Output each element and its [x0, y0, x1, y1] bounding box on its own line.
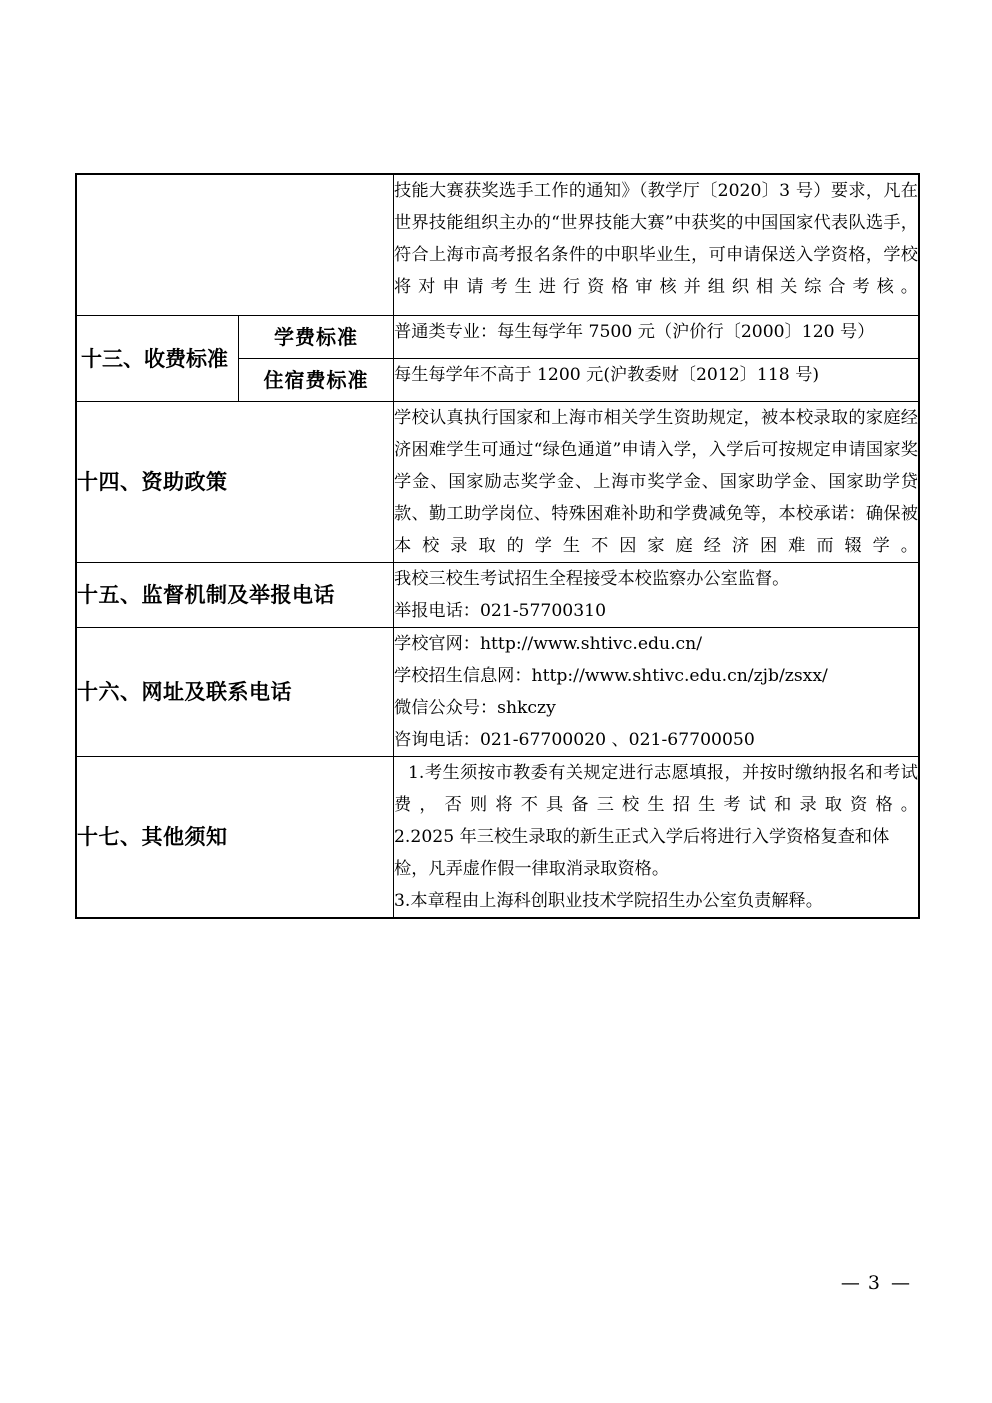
table-row: [77, 402, 919, 563]
empty-label-cell: [77, 175, 394, 316]
other-note-item-1: 1.考生须按市教委有关规定进行志愿填报，并按时缴纳报名和考试费，否则将不具备三校生招生考试和录取资格。: [394, 763, 918, 815]
wechat-account-line: 微信公众号：shkczy: [394, 698, 556, 718]
sub-label-tuition: [239, 316, 394, 359]
other-note-item-2: 2.2025 年三校生录取的新生正式入学后将进行入学资格复查和体检，凡弄虚作假一律取消录取资格。: [394, 827, 890, 879]
row-label-funding-policy: [77, 402, 394, 563]
row-label-supervision: [77, 563, 394, 628]
other-notes-body-cell: [394, 757, 919, 918]
table-row: [77, 316, 919, 359]
website-contact-body-cell: [394, 628, 919, 757]
funding-policy-paragraph: 学校认真执行国家和上海市相关学生资助规定，被本校录取的家庭经济困难学生可通过“绿色通道”申请入学，入学后可按规定申请国家奖学金、国家励志奖学金、上海市奖学金、国家助学金、国家助学贷款、勤工助学岗位、特殊困难补助和学费减免等，本校承诺：确保被本校录取的学生不因家庭经济困难而辍学。: [394, 408, 918, 556]
row-label-fees-text: 十三、收费标准: [81, 345, 228, 371]
funding-policy-body-cell: [394, 402, 919, 563]
sub-label-tuition-text: 学费标准: [274, 325, 358, 349]
continuation-paragraph: 技能大赛获奖选手工作的通知》（教学厅〔2020〕3 号）要求，凡在世界技能组织主办的“世界技能大赛”中获奖的中国国家代表队选手，符合上海市高考报名条件的中职毕业生，可申请保送入学资格，学校将对申请考生进行资格审核并组织相关综合考核。: [394, 181, 918, 297]
accommodation-standard-text: 每生每学年不高于 1200 元(沪教委财〔2012〕118 号): [394, 365, 820, 385]
table-row: [77, 757, 919, 918]
supervision-statement: 我校三校生考试招生全程接受本校监察办公室监督。: [394, 569, 790, 589]
table-row: [77, 628, 919, 757]
table-row: [77, 563, 919, 628]
sub-label-accommodation: [239, 359, 394, 402]
row-label-other-notes: [77, 757, 394, 918]
row-label-other-notes-text: 十七、其他须知: [77, 824, 228, 850]
page-number-dash-left: —: [840, 1272, 860, 1294]
tuition-standard-text: 普通类专业：每生每学年 7500 元（沪价行〔2000〕120 号）: [394, 322, 875, 342]
admissions-regulations-table: [76, 174, 919, 918]
other-note-item-3: 3.本章程由上海科创职业技术学院招生办公室负责解释。: [394, 891, 823, 911]
page-number: [0, 1272, 918, 1294]
page-number-value: 3: [867, 1272, 883, 1294]
row-label-funding-policy-text: 十四、资助政策: [77, 469, 228, 495]
supervision-body-cell: [394, 563, 919, 628]
table-row: [77, 175, 919, 316]
official-website-line: 学校官网：http://www.shtivc.edu.cn/: [394, 634, 703, 654]
row-label-supervision-text: 十五、监督机制及举报电话: [77, 582, 335, 608]
row-label-fees: [77, 316, 239, 402]
tuition-body-cell: [394, 316, 919, 359]
consult-phone-line: 咨询电话：021-67700020 、021-67700050: [394, 730, 755, 750]
accommodation-body-cell: [394, 359, 919, 402]
sub-label-accommodation-text: 住宿费标准: [263, 368, 369, 392]
report-phone-line: 举报电话：021-57700310: [394, 601, 607, 621]
row-label-website-contact-text: 十六、网址及联系电话: [77, 679, 292, 705]
continuation-body-cell: [394, 175, 919, 316]
row-label-website-contact: [77, 628, 394, 757]
page-number-dash-right: —: [891, 1272, 910, 1294]
admissions-website-line: 学校招生信息网：http://www.shtivc.edu.cn/zjb/zsxx/: [394, 666, 828, 686]
